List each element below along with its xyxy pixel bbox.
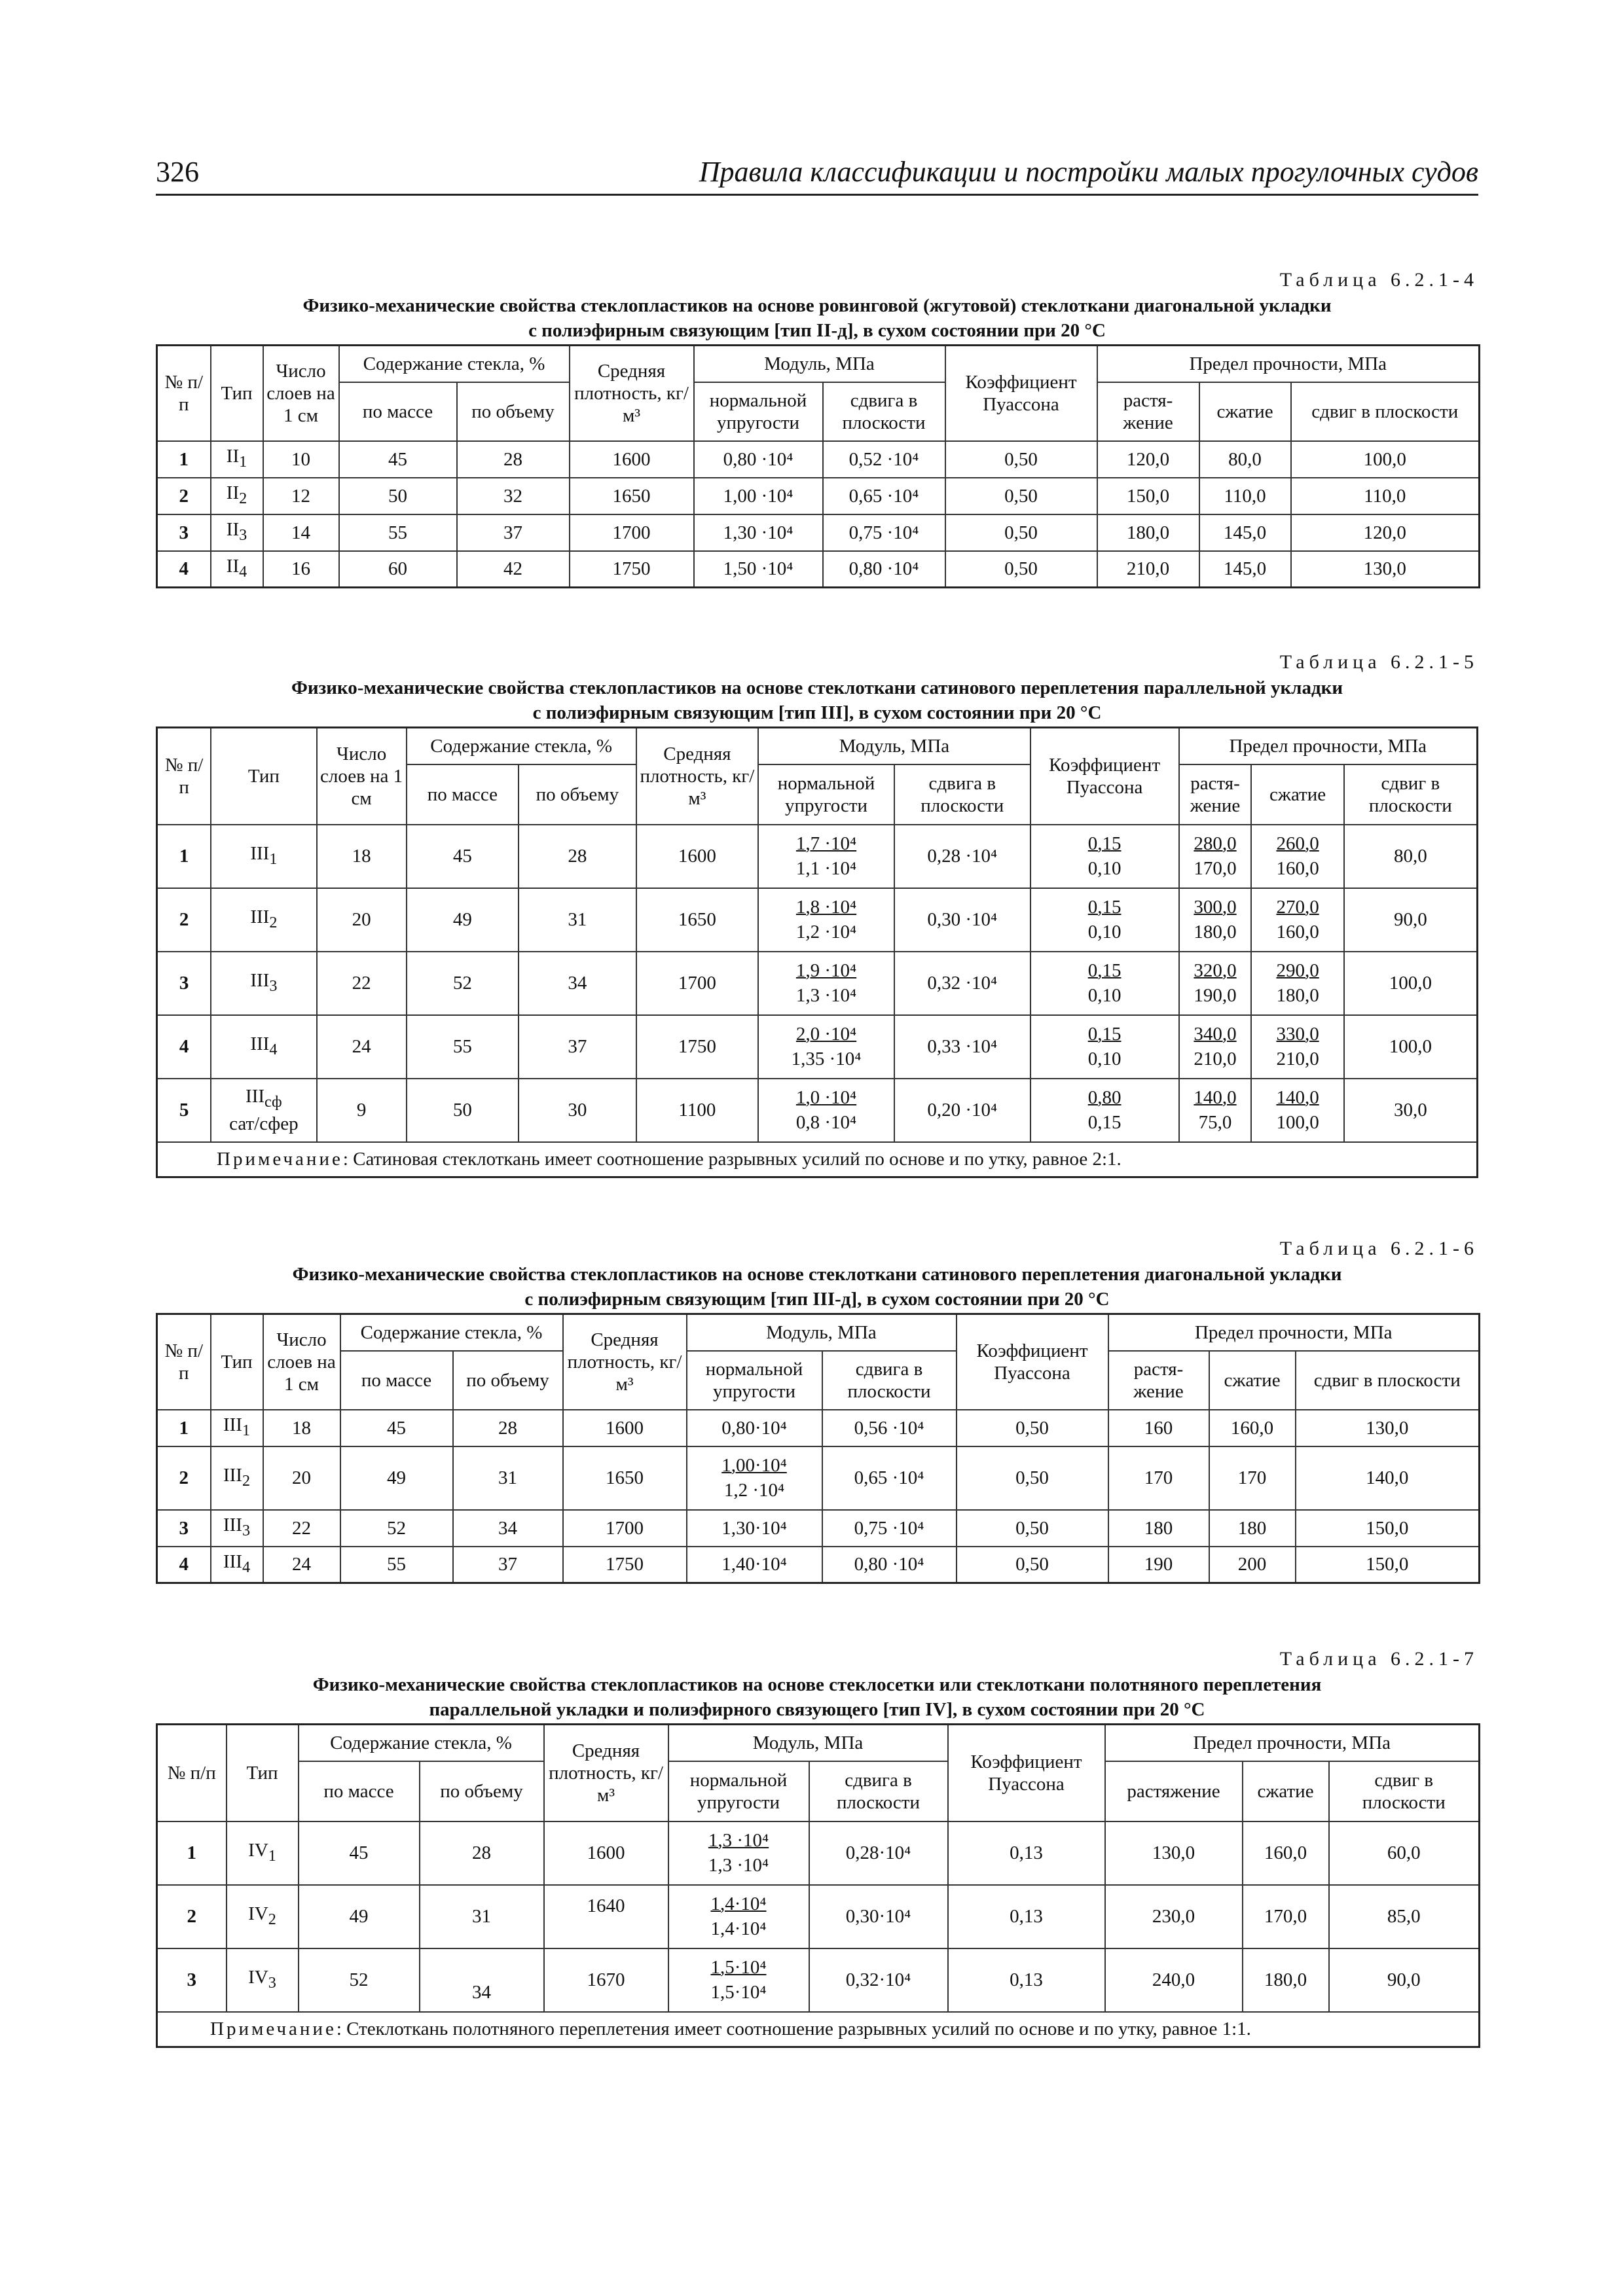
cell-shear-modulus: 0,75 ·10⁴ [823,514,945,551]
cell-compression: 290,0 180,0 [1251,952,1343,1015]
header-cell: № п/п [157,728,211,825]
cell-compression: 110,0 [1199,478,1291,514]
cell-shear-modulus: 0,56 ·10⁴ [822,1410,957,1446]
table-row [157,888,1478,952]
cell-compression: 200 [1209,1547,1296,1583]
cell-compression: 170,0 [1243,1885,1329,1948]
cell-normal-modulus: 1,50 ·10⁴ [694,551,823,588]
header-cell: Число слоев на 1 см [263,346,339,441]
cell-shear-modulus: 0,75 ·10⁴ [822,1510,957,1547]
cell-poisson: 0,15 0,10 [1030,825,1179,888]
cell-layers: 24 [317,1015,407,1079]
table-row [157,1948,1480,2012]
header-cell: Средняя плотность, кг/м³ [544,1725,668,1821]
table-note: Примечание: Стеклоткань полотняного переплетения имеет соотношение разрывных усилий по основе и по утку, равное 1:1. [157,2012,1480,2047]
cell-layers: 18 [263,1410,340,1446]
cell-normal-modulus: 1,8 ·10⁴ 1,2 ·10⁴ [758,888,894,952]
header-cell: № п/п [157,1725,227,1821]
data-table [156,726,1478,1178]
header-cell: сдвиг в плоскости [1344,764,1478,825]
cell-tension: 300,0 180,0 [1179,888,1252,952]
header-cell: сдвиг в плоскости [1296,1351,1480,1410]
cell-poisson: 0,50 [957,1547,1108,1583]
cell-shear-strength: 120,0 [1291,514,1480,551]
cell-density: 1700 [636,952,759,1015]
cell-mass: 52 [407,952,519,1015]
cell-normal-modulus: 1,4·10⁴ 1,4·10⁴ [668,1885,809,1948]
cell-poisson: 0,13 [948,1885,1105,1948]
cell-volume: 30 [519,1079,636,1142]
cell-poisson: 0,15 0,10 [1030,952,1179,1015]
cell-mass: 45 [407,825,519,888]
cell-volume: 32 [457,478,570,514]
cell-shear-modulus: 0,32·10⁴ [809,1948,948,2012]
header-cell: Содержание стекла, % [299,1725,544,1761]
table-row [157,1079,1478,1142]
cell-normal-modulus: 2,0 ·10⁴ 1,35 ·10⁴ [758,1015,894,1079]
header-cell: сдвига в плоскости [823,382,945,441]
header-cell: растя-жение [1097,382,1199,441]
cell-density: 1650 [570,478,694,514]
cell-compression: 180,0 [1243,1948,1329,2012]
cell-volume: 31 [420,1885,544,1948]
cell-number: 1 [157,825,211,888]
cell-volume: 31 [519,888,636,952]
cell-mass: 55 [407,1015,519,1079]
cell-mass: 49 [340,1446,453,1510]
cell-shear-strength: 150,0 [1296,1547,1480,1583]
cell-compression: 160,0 [1243,1821,1329,1885]
cell-tension: 320,0 190,0 [1179,952,1252,1015]
cell-normal-modulus: 1,7 ·10⁴ 1,1 ·10⁴ [758,825,894,888]
cell-compression: 145,0 [1199,514,1291,551]
cell-type: $III_4$ [211,1547,263,1583]
cell-type: $II_4$ [211,551,263,588]
cell-mass: 55 [339,514,457,551]
header-cell: сдвиг в плоскости [1329,1761,1480,1821]
cell-number: 3 [157,514,211,551]
cell-number: 3 [157,952,211,1015]
header-cell: по объему [457,382,570,441]
cell-density: 1640 [544,1885,668,1948]
header-cell: Число слоев на 1 см [317,728,407,825]
cell-shear-modulus: 0,30·10⁴ [809,1885,948,1948]
cell-mass: 50 [407,1079,519,1142]
cell-normal-modulus: 1,9 ·10⁴ 1,3 ·10⁴ [758,952,894,1015]
cell-compression: 140,0 100,0 [1251,1079,1343,1142]
cell-mass: 45 [339,441,457,478]
header-cell: Тип [211,728,316,825]
page-header [156,152,1478,196]
cell-mass: 45 [299,1821,420,1885]
cell-volume: 34 [519,952,636,1015]
header-cell: нормальной упругости [758,764,894,825]
cell-poisson: 0,15 0,10 [1030,1015,1179,1079]
cell-tension: 170 [1108,1446,1209,1510]
table-row [157,1510,1480,1547]
cell-shear-modulus: 0,28·10⁴ [809,1821,948,1885]
cell-type: $III_{сф}$ сат/сфер [211,1079,316,1142]
cell-volume: 28 [519,825,636,888]
header-cell: Предел прочности, МПа [1108,1314,1480,1351]
cell-layers: 10 [263,441,339,478]
table-row [157,952,1478,1015]
cell-shear-modulus: 0,65 ·10⁴ [822,1446,957,1510]
cell-shear-strength: 100,0 [1344,952,1478,1015]
cell-shear-strength: 150,0 [1296,1510,1480,1547]
header-cell: растяжение [1105,1761,1243,1821]
cell-poisson: 0,50 [957,1410,1108,1446]
cell-volume: 28 [420,1821,544,1885]
header-cell: Предел прочности, МПа [1097,346,1480,382]
header-cell: по объему [519,764,636,825]
header-cell: Модуль, МПа [668,1725,948,1761]
cell-poisson: 0,50 [945,551,1097,588]
cell-poisson: 0,13 [948,1821,1105,1885]
cell-compression: 160,0 [1209,1410,1296,1446]
cell-density: 1650 [563,1446,687,1510]
header-cell: по массе [299,1761,420,1821]
cell-layers: 16 [263,551,339,588]
cell-shear-strength: 140,0 [1296,1446,1480,1510]
header-cell: сдвига в плоскости [822,1351,957,1410]
cell-volume: 28 [453,1410,563,1446]
cell-tension: 120,0 [1097,441,1199,478]
header-cell: сжатие [1209,1351,1296,1410]
header-cell: по объему [420,1761,544,1821]
cell-volume: 37 [519,1015,636,1079]
cell-number: 1 [157,1821,227,1885]
cell-compression: 180 [1209,1510,1296,1547]
header-cell: Число слоев на 1 см [263,1314,340,1410]
header-cell: сжатие [1251,764,1343,825]
cell-compression: 260,0 160,0 [1251,825,1343,888]
cell-density: 1600 [563,1410,687,1446]
cell-volume: 37 [457,514,570,551]
cell-density: 1650 [636,888,759,952]
cell-mass: 60 [339,551,457,588]
cell-normal-modulus: 1,30·10⁴ [687,1510,822,1547]
header-cell: Предел прочности, МПа [1179,728,1478,764]
cell-tension: 130,0 [1105,1821,1243,1885]
header-cell: по объему [453,1351,563,1410]
cell-layers: 24 [263,1547,340,1583]
cell-tension: 180,0 [1097,514,1199,551]
cell-layers: 18 [317,825,407,888]
table-row [157,1547,1480,1583]
cell-shear-modulus: 0,30 ·10⁴ [894,888,1030,952]
cell-layers: 22 [317,952,407,1015]
cell-density: 1700 [563,1510,687,1547]
cell-volume: 34 [420,1948,544,2012]
data-table [156,344,1480,588]
cell-tension: 240,0 [1105,1948,1243,2012]
cell-shear-strength: 60,0 [1329,1821,1480,1885]
cell-type: $III_1$ [211,1410,263,1446]
cell-type: $III_4$ [211,1015,316,1079]
cell-compression: 270,0 160,0 [1251,888,1343,952]
cell-number: 4 [157,1015,211,1079]
table-title: Физико-механические свойства стеклопластиков на основе ровинговой (жгутовой) стеклоткани диагональной укладки с полиэфирным связующим [тип II-д], в сухом состоянии при 20 °C [302,295,1332,341]
cell-layers: 20 [317,888,407,952]
cell-volume: 42 [457,551,570,588]
cell-tension: 190 [1108,1547,1209,1583]
cell-type: $II_1$ [211,441,263,478]
cell-mass: 55 [340,1547,453,1583]
cell-poisson: 0,50 [945,441,1097,478]
header-cell: Содержание стекла, % [340,1314,563,1351]
header-cell: нормальной упругости [694,382,823,441]
cell-shear-modulus: 0,32 ·10⁴ [894,952,1030,1015]
header-cell: сжатие [1243,1761,1329,1821]
table-row [157,551,1480,588]
cell-number: 4 [157,1547,211,1583]
header-cell: Модуль, МПа [687,1314,957,1351]
header-cell: по массе [340,1351,453,1410]
cell-number: 4 [157,551,211,588]
cell-shear-strength: 100,0 [1344,1015,1478,1079]
table-row [157,1821,1480,1885]
cell-shear-strength: 100,0 [1291,441,1480,478]
cell-normal-modulus: 1,3 ·10⁴ 1,3 ·10⁴ [668,1821,809,1885]
header-cell: Тип [227,1725,299,1821]
page-number: 326 [156,156,199,188]
header-cell: Тип [211,1314,263,1410]
cell-poisson: 0,15 0,10 [1030,888,1179,952]
cell-normal-modulus: 0,80·10⁴ [687,1410,822,1446]
cell-number: 2 [157,888,211,952]
cell-volume: 28 [457,441,570,478]
cell-mass: 50 [339,478,457,514]
cell-shear-strength: 90,0 [1344,888,1478,952]
cell-tension: 140,0 75,0 [1179,1079,1252,1142]
cell-tension: 340,0 210,0 [1179,1015,1252,1079]
header-cell: Модуль, МПа [758,728,1030,764]
cell-shear-modulus: 0,65 ·10⁴ [823,478,945,514]
cell-mass: 52 [340,1510,453,1547]
cell-shear-strength: 130,0 [1291,551,1480,588]
cell-type: $IV_2$ [227,1885,299,1948]
cell-density: 1600 [570,441,694,478]
cell-poisson: 0,50 [957,1446,1108,1510]
table-number: Таблица 6.2.1-7 [1279,1648,1478,1670]
cell-number: 2 [157,1885,227,1948]
header-cell: Содержание стекла, % [339,346,570,382]
cell-compression: 330,0 210,0 [1251,1015,1343,1079]
table-block-6-2-1-6 [156,1236,1478,1584]
cell-type: $IV_3$ [227,1948,299,2012]
header-cell: нормальной упругости [687,1351,822,1410]
cell-compression: 80,0 [1199,441,1291,478]
cell-normal-modulus: 1,00·10⁴ 1,2 ·10⁴ [687,1446,822,1510]
cell-mass: 45 [340,1410,453,1446]
cell-shear-modulus: 0,20 ·10⁴ [894,1079,1030,1142]
header-cell: нормальной упругости [668,1761,809,1821]
cell-density: 1670 [544,1948,668,2012]
cell-density: 1600 [544,1821,668,1885]
cell-layers: 12 [263,478,339,514]
cell-number: 2 [157,1446,211,1510]
cell-type: $III_3$ [211,1510,263,1547]
table-row [157,514,1480,551]
cell-normal-modulus: 1,40·10⁴ [687,1547,822,1583]
cell-shear-strength: 30,0 [1344,1079,1478,1142]
cell-layers: 22 [263,1510,340,1547]
table-title: Физико-механические свойства стеклопластиков на основе стеклоткани сатинового переплетения диагональной укладки с полиэфирным связующим [тип III-д], в сухом состоянии при 20 °C [292,1264,1342,1310]
cell-tension: 150,0 [1097,478,1199,514]
header-cell: сдвига в плоскости [809,1761,948,1821]
table-number: Таблица 6.2.1-6 [1279,1238,1478,1259]
cell-normal-modulus: 0,80 ·10⁴ [694,441,823,478]
table-block-6-2-1-7 [156,1646,1478,2048]
header-cell: Тип [211,346,263,441]
cell-density: 1600 [636,825,759,888]
cell-density: 1750 [636,1015,759,1079]
cell-poisson: 0,80 0,15 [1030,1079,1179,1142]
header-cell: Модуль, МПа [694,346,945,382]
cell-compression: 170 [1209,1446,1296,1510]
cell-number: 3 [157,1948,227,2012]
cell-density: 1100 [636,1079,759,1142]
header-cell: № п/п [157,346,211,441]
cell-density: 1750 [570,551,694,588]
cell-layers: 14 [263,514,339,551]
cell-shear-strength: 130,0 [1296,1410,1480,1446]
header-cell: сдвиг в плоскости [1291,382,1480,441]
header-cell: Средняя плотность, кг/м³ [636,728,759,825]
data-table [156,1313,1480,1584]
header-cell: Предел прочности, МПа [1105,1725,1480,1761]
cell-shear-modulus: 0,80 ·10⁴ [822,1547,957,1583]
cell-poisson: 0,50 [957,1510,1108,1547]
cell-shear-modulus: 0,33 ·10⁴ [894,1015,1030,1079]
cell-normal-modulus: 1,30 ·10⁴ [694,514,823,551]
cell-shear-modulus: 0,80 ·10⁴ [823,551,945,588]
cell-type: $IV_1$ [227,1821,299,1885]
header-cell: № п/п [157,1314,211,1410]
header-cell: Средняя плотность, кг/м³ [563,1314,687,1410]
cell-density: 1750 [563,1547,687,1583]
cell-volume: 34 [453,1510,563,1547]
cell-shear-modulus: 0,28 ·10⁴ [894,825,1030,888]
header-cell: Коэффициент Пуассона [945,346,1097,441]
table-title: Физико-механические свойства стеклопластиков на основе стеклоткани сатинового переплетения параллельной укладки с полиэфирным связующим [тип III], в сухом состоянии при 20 °C [291,677,1343,723]
cell-normal-modulus: 1,00 ·10⁴ [694,478,823,514]
cell-type: $III_2$ [211,1446,263,1510]
cell-normal-modulus: 1,0 ·10⁴ 0,8 ·10⁴ [758,1079,894,1142]
cell-shear-strength: 110,0 [1291,478,1480,514]
table-block-6-2-1-5 [156,649,1478,1178]
header-cell: растя-жение [1108,1351,1209,1410]
cell-type: $III_2$ [211,888,316,952]
cell-mass: 52 [299,1948,420,2012]
cell-mass: 49 [407,888,519,952]
table-row [157,441,1480,478]
cell-mass: 49 [299,1885,420,1948]
cell-shear-strength: 85,0 [1329,1885,1480,1948]
table-title: Физико-механические свойства стеклопластиков на основе стеклосетки или стеклоткани полотняного переплетения параллельной укладки и полиэфирного связующего [тип IV], в сухом состоянии при 20 °C [312,1674,1322,1720]
table-block-6-2-1-4 [156,267,1478,588]
cell-poisson: 0,50 [945,514,1097,551]
cell-type: $III_1$ [211,825,316,888]
header-cell: по массе [407,764,519,825]
cell-number: 1 [157,441,211,478]
cell-shear-strength: 90,0 [1329,1948,1480,2012]
cell-volume: 31 [453,1446,563,1510]
table-number: Таблица 6.2.1-5 [1279,651,1478,673]
header-cell: Содержание стекла, % [407,728,636,764]
cell-tension: 160 [1108,1410,1209,1446]
cell-volume: 37 [453,1547,563,1583]
table-row [157,1015,1478,1079]
cell-shear-strength: 80,0 [1344,825,1478,888]
header-cell: сжатие [1199,382,1291,441]
cell-tension: 280,0 170,0 [1179,825,1252,888]
cell-tension: 210,0 [1097,551,1199,588]
cell-poisson: 0,13 [948,1948,1105,2012]
header-cell: Коэффициент Пуассона [1030,728,1179,825]
header-cell: растя-жение [1179,764,1252,825]
cell-tension: 230,0 [1105,1885,1243,1948]
table-row [157,1885,1480,1948]
data-table [156,1723,1480,2048]
header-cell: Коэффициент Пуассона [948,1725,1105,1821]
cell-compression: 145,0 [1199,551,1291,588]
cell-layers: 20 [263,1446,340,1510]
running-title: Правила классификации и постройки малых прогулочных судов [699,156,1478,188]
table-row [157,1446,1480,1510]
cell-number: 3 [157,1510,211,1547]
header-cell: по массе [339,382,457,441]
table-row [157,478,1480,514]
table-row [157,1410,1480,1446]
cell-type: $III_3$ [211,952,316,1015]
cell-layers: 9 [317,1079,407,1142]
cell-number: 5 [157,1079,211,1142]
header-cell: Коэффициент Пуассона [957,1314,1108,1410]
cell-shear-modulus: 0,52 ·10⁴ [823,441,945,478]
table-number: Таблица 6.2.1-4 [1279,269,1478,291]
cell-tension: 180 [1108,1510,1209,1547]
cell-type: $II_3$ [211,514,263,551]
cell-number: 1 [157,1410,211,1446]
table-note: Примечание: Сатиновая стеклоткань имеет соотношение разрывных усилий по основе и по утку, равное 2:1. [157,1142,1478,1177]
cell-type: $II_2$ [211,478,263,514]
cell-density: 1700 [570,514,694,551]
table-row [157,825,1478,888]
header-cell: сдвига в плоскости [894,764,1030,825]
cell-poisson: 0,50 [945,478,1097,514]
cell-normal-modulus: 1,5·10⁴ 1,5·10⁴ [668,1948,809,2012]
cell-number: 2 [157,478,211,514]
header-cell: Средняя плотность, кг/м³ [570,346,694,441]
